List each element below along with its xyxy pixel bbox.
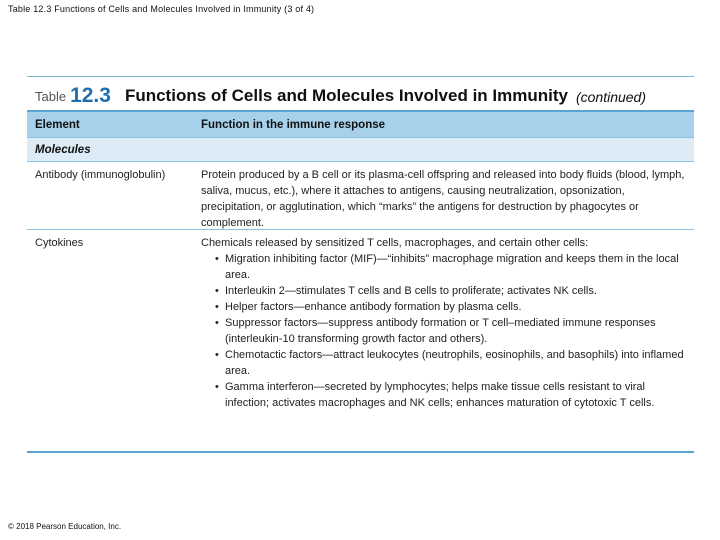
row-element: Antibody (immunoglobulin) — [35, 169, 166, 181]
header-element: Element — [35, 118, 80, 131]
list-item: • Interleukin 2—stimulates T cells and B cells to proliferate; activates NK cells. — [215, 283, 686, 299]
table-title: Functions of Cells and Molecules Involved in Immunity — [124, 86, 568, 106]
row-element: Cytokines — [35, 237, 84, 249]
header-function: Function in the immune response — [201, 118, 386, 131]
row-function-intro: Chemicals released by sensitized T cells, macrophages, and certain other cells: — [201, 237, 589, 249]
list-item: • Chemotactic factors—attract leukocytes (neutrophils, eosinophils, and basophils) into inflamed area. — [215, 347, 686, 379]
list-item: • Suppressor factors—suppress antibody formation or T cell–mediated immune responses (interleukin-10 transforming growth factor and others). — [215, 315, 686, 347]
table-header-row — [27, 112, 694, 138]
cytokine-list — [201, 251, 686, 411]
copyright-notice: © 2018 Pearson Education, Inc. — [8, 522, 122, 531]
table-row — [27, 162, 694, 230]
table-title-bar — [27, 77, 694, 112]
section-molecules: Molecules — [27, 138, 694, 162]
table-label-word: Table — [35, 89, 67, 104]
list-item: • Migration inhibiting factor (MIF)—“inhibits” macrophage migration and keeps them in the local area. — [215, 251, 686, 283]
table-figure — [27, 76, 694, 464]
row-function: Protein produced by a B cell or its plasma-cell offspring and released into body fluids (blood, lymph, saliva, mucus, etc.), where it attaches to antigens, causing neutralization, opsonization, precipitation, or agglutination, which “marks” the antigens for destruction by phagocytes or complement. — [201, 169, 685, 229]
list-item: • Helper factors—enhance antibody formation by plasma cells. — [215, 299, 686, 315]
slide-title: Table 12.3 Functions of Cells and Molecules Involved in Immunity (3 of 4) — [8, 4, 315, 14]
row-function — [201, 235, 694, 446]
list-item: • Gamma interferon—secreted by lymphocytes; helps make tissue cells resistant to viral infection; activates macrophages and NK cells; enhances maturation of cytotoxic T cells. — [215, 379, 686, 411]
table-label-number: 12.3 — [70, 84, 111, 107]
table-continued: (continued) — [575, 89, 647, 106]
table-row — [27, 230, 694, 453]
